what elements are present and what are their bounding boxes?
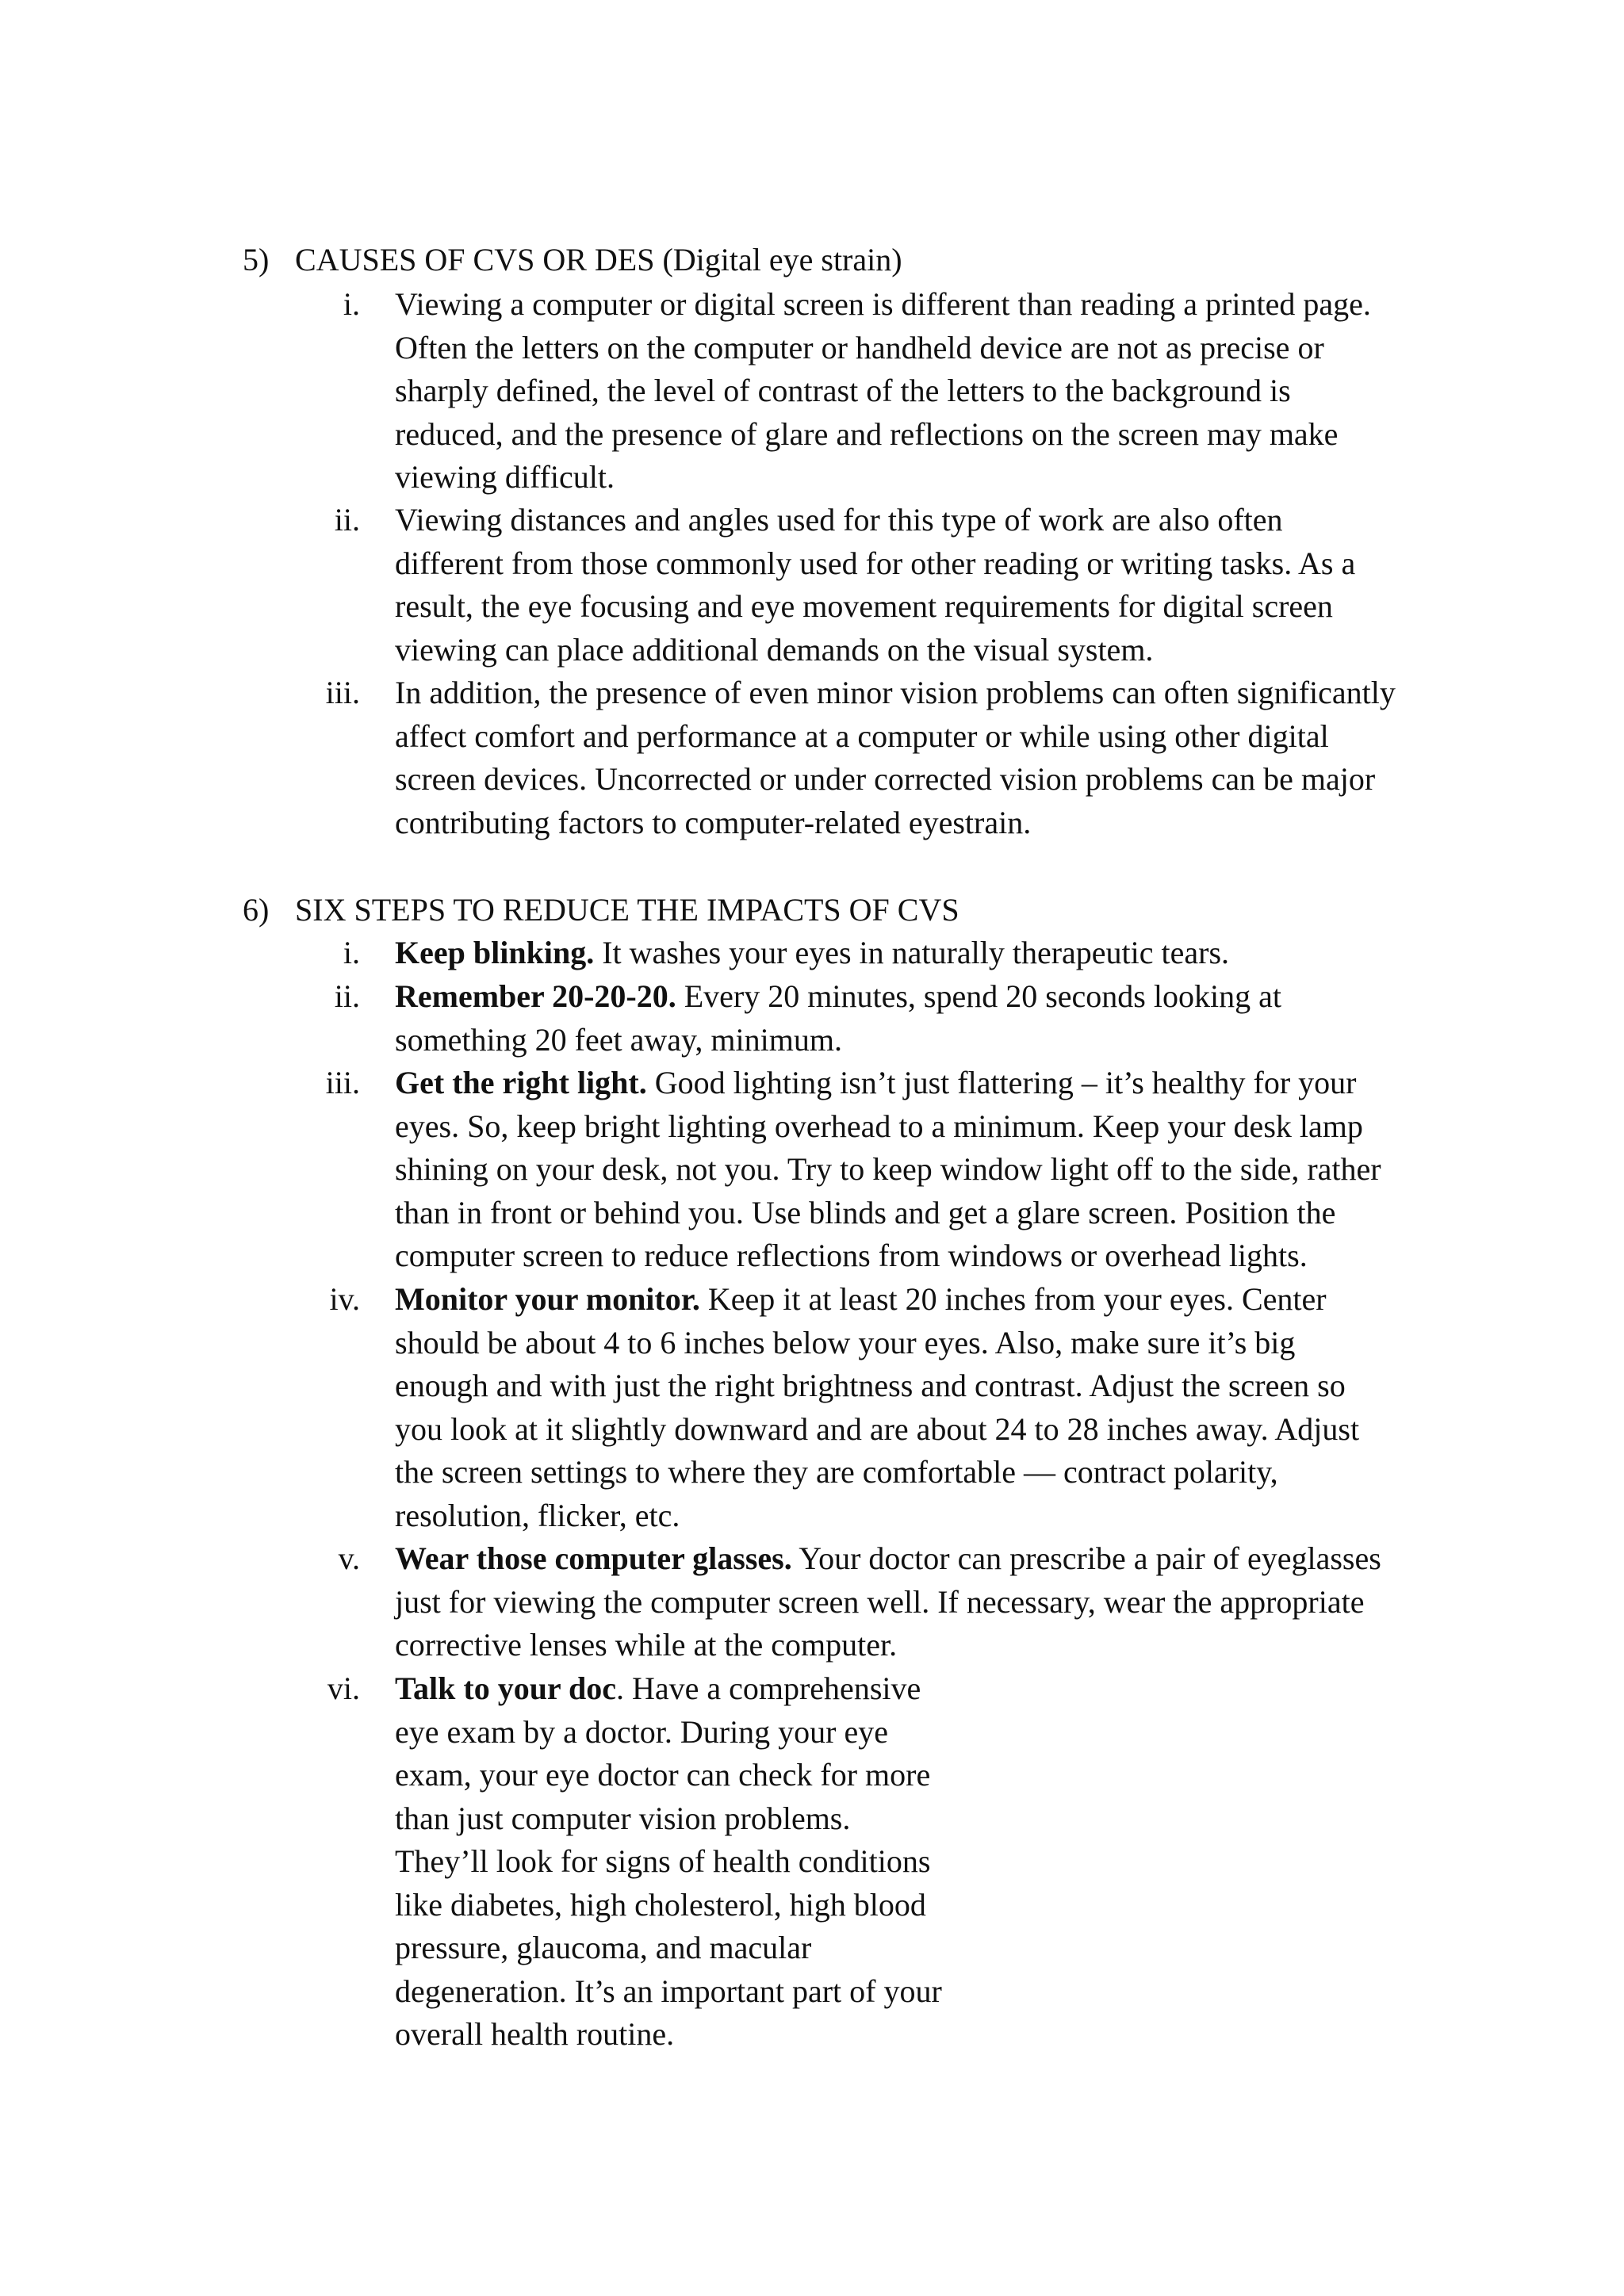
text-line: resolution, flicker, etc. [395, 1497, 680, 1533]
text-line: Viewing distances and angles used for this type of work are also often [395, 502, 1283, 538]
text-line: you look at it slightly downward and are about 24 to 28 inches away. Adjust [395, 1410, 1360, 1447]
section-title: SIX STEPS TO REDUCE THE IMPACTS OF CVS [295, 892, 959, 928]
section-number: 6) [243, 892, 270, 928]
text-line: enough and with just the right brightness and contrast. Adjust the screen so [395, 1368, 1346, 1403]
step-text: It washes your eyes in naturally therapeutic tears. [594, 935, 1230, 970]
list-marker: ii. [334, 502, 360, 538]
list-marker: iii. [325, 675, 360, 710]
text-line: Viewing a computer or digital screen is different than reading a printed page. [395, 286, 1371, 322]
list-item-text [395, 1062, 1481, 1278]
text-line: something 20 feet away, minimum. [395, 1021, 842, 1058]
step-text: Every 20 minutes, spend 20 seconds looking at [676, 978, 1281, 1014]
step-text: Keep it at least 20 inches from your eyes. Center [699, 1281, 1327, 1317]
text-line: reduced, and the presence of glare and reflections on the screen may make [395, 415, 1339, 452]
text-line: the screen settings to where they are comfortable — contract polarity, [395, 1454, 1278, 1490]
list-item-text [395, 1667, 1481, 2057]
step-text: . Have a comprehensive [615, 1670, 921, 1706]
section-5-heading [243, 238, 902, 281]
text-line [395, 1278, 1481, 1322]
text-line [395, 975, 1481, 1019]
text-line: screen devices. Uncorrected or under corrected vision problems can be major [395, 761, 1376, 797]
text-line: sharply defined, the level of contrast of the letters to the background is [395, 373, 1291, 408]
text-line: shining on your desk, not you. Try to keep window light off to the side, rather [395, 1151, 1381, 1187]
text-line: degeneration. It’s an important part of your [395, 1973, 942, 2009]
list-marker: v. [338, 1540, 360, 1576]
list-item-text [395, 672, 1481, 844]
list-item-text [395, 932, 1481, 975]
text-line: result, the eye focusing and eye movement requirements for digital screen [395, 588, 1333, 624]
text-line: eyes. So, keep bright lighting overhead to a minimum. Keep your desk lamp [395, 1108, 1363, 1144]
list-marker: ii. [334, 978, 360, 1014]
text-line: than just computer vision problems. [395, 1800, 851, 1836]
step-title: Get the right light. [395, 1065, 647, 1100]
step-title: Monitor your monitor. [395, 1281, 700, 1317]
text-line: than in front or behind you. Use blinds and get a glare screen. Position the [395, 1194, 1336, 1230]
list-item-text [395, 499, 1481, 672]
step-text: Good lighting isn’t just flattering – it’s healthy for your [646, 1065, 1357, 1100]
list-marker: iii. [325, 1065, 360, 1100]
step-title: Remember 20-20-20. [395, 978, 676, 1014]
text-line: viewing difficult. [395, 459, 615, 495]
text-line [395, 1667, 1481, 1711]
list-item-text [395, 975, 1481, 1062]
text-line: pressure, glaucoma, and macular [395, 1930, 812, 1965]
section-6-heading [243, 888, 959, 932]
text-line: They’ll look for signs of health conditions [395, 1843, 931, 1879]
step-title: Keep blinking. [395, 935, 595, 970]
text-line [395, 1062, 1481, 1105]
text-line: just for viewing the computer screen well. If necessary, wear the appropriate [395, 1583, 1365, 1620]
text-line: affect comfort and performance at a computer or while using other digital [395, 718, 1329, 754]
text-line: corrective lenses while at the computer. [395, 1627, 898, 1663]
text-line: contributing factors to computer-related eyestrain. [395, 804, 1032, 840]
text-line: different from those commonly used for other reading or writing tasks. As a [395, 545, 1356, 581]
section-number: 5) [243, 242, 270, 277]
step-title: Wear those computer glasses. [395, 1540, 792, 1576]
text-line: viewing can place additional demands on the visual system. [395, 631, 1154, 668]
text-line: computer screen to reduce reflections from windows or overhead lights. [395, 1238, 1308, 1273]
list-item-text [395, 283, 1481, 499]
text-line [395, 1537, 1481, 1581]
text-line: overall health routine. [395, 2016, 675, 2052]
section-title: CAUSES OF CVS OR DES (Digital eye strain) [295, 242, 902, 277]
list-marker: i. [343, 935, 360, 970]
step-text: Your doctor can prescribe a pair of eyeglasses [791, 1540, 1381, 1576]
text-line: exam, your eye doctor can check for more [395, 1757, 931, 1793]
step-title: Talk to your doc [395, 1670, 616, 1706]
list-item-text [395, 1537, 1481, 1667]
list-marker: iv. [329, 1281, 360, 1317]
list-marker: i. [343, 286, 360, 322]
list-item-text [395, 1278, 1481, 1537]
text-line: like diabetes, high cholesterol, high blood [395, 1886, 926, 1923]
text-line: In addition, the presence of even minor vision problems can often significantly [395, 675, 1396, 710]
text-line: should be about 4 to 6 inches below your eyes. Also, make sure it’s big [395, 1324, 1296, 1360]
text-line: Often the letters on the computer or handheld device are not as precise or [395, 329, 1324, 365]
text-line: eye exam by a doctor. During your eye [395, 1713, 889, 1750]
text-line [395, 932, 1481, 975]
list-marker: vi. [327, 1670, 360, 1706]
